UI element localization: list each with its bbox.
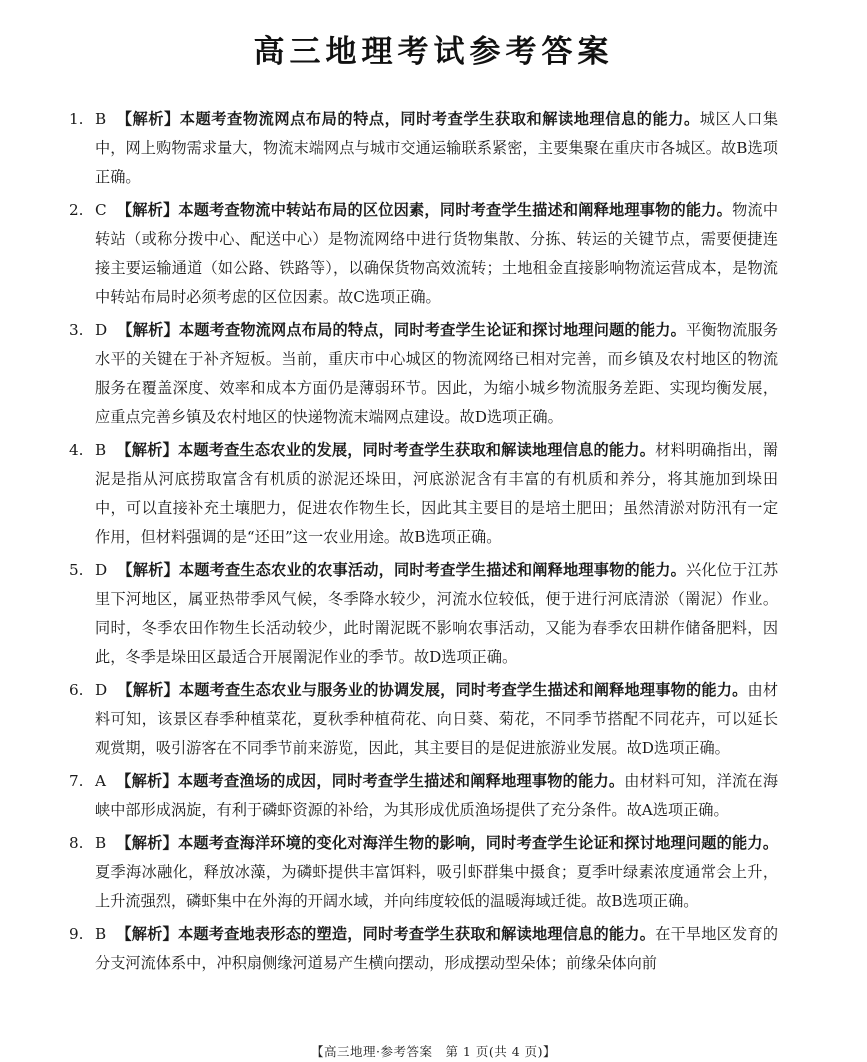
item-body: 夏季海冰融化，释放冰藻，为磷虾提供丰富饵料，吸引虾群集中摄食；夏季叶绿素浓度通常会上升，上升流强烈，磷虾集中在外海的开阔水域，并向纬度较低的温暖海域迁徙。故B选项正确。	[95, 863, 778, 910]
answer-item-7	[69, 767, 779, 825]
answer-item-2	[69, 196, 779, 312]
page-footer: 【高三地理·参考答案 第 1 页(共 4 页)】	[310, 1044, 557, 1059]
item-body: 平衡物流服务水平的关键在于补齐短板。当前，重庆市中心城区的物流网络已相对完善，而乡镇及农村地区的物流服务在覆盖深度、效率和成本方面仍是薄弱环节。因此，为缩小城乡物流服务差距、实现均衡发展，应重点完善乡镇及农村地区的快递物流末端网点建设。故D选项正确。	[95, 321, 779, 426]
item-choice: B	[95, 441, 107, 459]
answer-item-6	[69, 676, 779, 763]
item-body: 城区人口集中，网上购物需求量大，物流末端网点与城市交通运输联系紧密，主要集聚在重庆市各城区。故B选项正确。	[95, 110, 779, 186]
item-focus: 本题考查物流中转站布局的区位因素，同时考查学生描述和阐释地理事物的能力。	[178, 201, 733, 219]
analysis-tag: 【解析】	[117, 561, 179, 579]
item-number: 5.	[69, 561, 84, 579]
item-choice: C	[95, 201, 107, 219]
page-title: 高三地理考试参考答案	[253, 34, 614, 70]
analysis-tag: 【解析】	[116, 834, 178, 852]
item-body: 由材料可知，该景区春季种植菜花，夏秋季种植荷花、向日葵、菊花，不同季节搭配不同花卉，可以延长观赏期，吸引游客在不同季节前来游览，因此，其主要目的是促进旅游业发展。故D选项正确。	[95, 681, 779, 757]
item-choice: B	[95, 925, 107, 943]
answer-item-5	[69, 556, 779, 672]
answer-list	[69, 105, 779, 982]
item-focus: 本题考查地表形态的塑造，同时考查学生获取和解读地理信息的能力。	[177, 925, 656, 943]
item-focus: 本题考查物流网点布局的特点，同时考查学生获取和解读地理信息的能力。	[179, 110, 700, 128]
item-choice: D	[95, 561, 108, 579]
analysis-tag: 【解析】	[115, 772, 178, 790]
answer-item-9	[69, 920, 779, 978]
item-choice: A	[95, 772, 106, 790]
item-number: 8.	[69, 834, 84, 852]
item-number: 2.	[69, 201, 84, 219]
analysis-tag: 【解析】	[117, 681, 179, 699]
item-focus: 本题考查海洋环境的变化对海洋生物的影响，同时考查学生论证和探讨地理问题的能力。	[177, 834, 779, 852]
item-choice: B	[95, 834, 107, 852]
analysis-tag: 【解析】	[116, 441, 178, 459]
analysis-tag: 【解析】	[116, 201, 179, 219]
item-body: 由材料可知，洋流在海峡中部形成涡旋，有利于磷虾资源的补给，为其形成优质渔场提供了充分条件。故A选项正确。	[95, 772, 779, 819]
item-choice: B	[95, 110, 107, 128]
item-number: 7.	[69, 772, 84, 790]
item-focus: 本题考查生态农业的发展，同时考查学生获取和解读地理信息的能力。	[177, 441, 656, 459]
answer-item-4	[69, 436, 779, 552]
item-focus: 本题考查生态农业的农事活动，同时考查学生描述和阐释地理事物的能力。	[178, 561, 686, 579]
item-number: 9.	[69, 925, 84, 943]
analysis-tag: 【解析】	[117, 321, 179, 339]
item-number: 3.	[69, 321, 84, 339]
item-number: 1.	[69, 110, 84, 128]
analysis-tag: 【解析】	[116, 925, 178, 943]
item-body: 材料明确指出，罱泥是指从河底捞取富含有机质的淤泥还垛田，河底淤泥含有丰富的有机质和养分，将其施加到垛田中，可以直接补充土壤肥力，促进农作物生长，因此其主要目的是培土肥田；虽然清淤对防汛有一定作用，但材料强调的是“还田”这一农业用途。故B选项正确。	[95, 441, 779, 546]
answer-item-3	[69, 316, 779, 432]
item-body: 在干旱地区发育的分支河流体系中，冲积扇侧缘河道易产生横向摆动，形成摆动型朵体；前缘朵体向前	[95, 925, 779, 972]
item-choice: D	[95, 681, 108, 699]
item-focus: 本题考查生态农业与服务业的协调发展，同时考查学生描述和阐释地理事物的能力。	[178, 681, 748, 699]
item-focus: 本题考查物流网点布局的特点，同时考查学生论证和探讨地理问题的能力。	[178, 321, 686, 339]
analysis-tag: 【解析】	[116, 110, 180, 128]
item-number: 4.	[69, 441, 84, 459]
item-focus: 本题考查渔场的成因，同时考查学生描述和阐释地理事物的能力。	[177, 772, 625, 790]
item-choice: D	[95, 321, 108, 339]
item-body: 兴化位于江苏里下河地区，属亚热带季风气候，冬季降水较少，河流水位较低，便于进行河底清淤（罱泥）作业。同时，冬季农田作物生长活动较少，此时罱泥既不影响农事活动，又能为春季农田耕作储备肥料，因此，冬季是垛田区最适合开展罱泥作业的季节。故D选项正确。	[95, 561, 779, 666]
answer-item-1	[69, 105, 779, 192]
answer-item-8	[69, 829, 779, 916]
item-body: 物流中转站（或称分拨中心、配送中心）是物流网络中进行货物集散、分拣、转运的关键节点，需要便捷连接主要运输通道（如公路、铁路等），以确保货物高效流转；土地租金直接影响物流运营成本，是物流中转站布局时必须考虑的区位因素。故C选项正确。	[95, 201, 779, 306]
item-number: 6.	[69, 681, 84, 699]
